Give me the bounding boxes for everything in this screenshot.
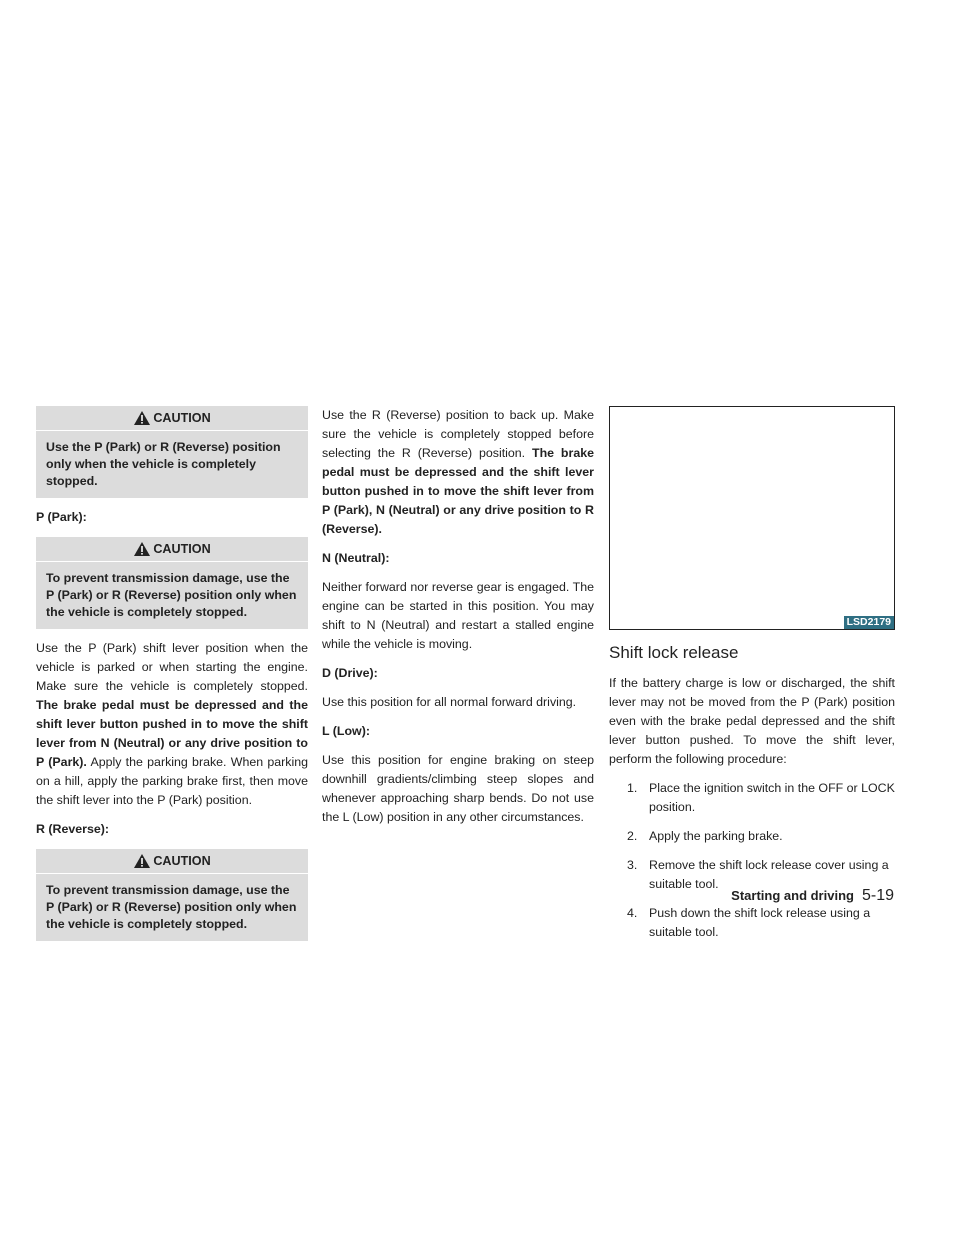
intro-paragraph: If the battery charge is low or discharged, the shift lever may not be moved from the P (Park) position even with the brake pedal depressed and the shift lever button pushed. To move the shift lever, perform the following procedure:: [609, 676, 895, 766]
reverse-text-plain: Use the R (Reverse) position to back up. Make sure the vehicle is completely stopped before selecting the R (Reverse) position.: [322, 408, 594, 460]
list-item: [609, 827, 895, 846]
section-title: Shift lock release: [609, 643, 739, 662]
step-number: 2.: [627, 829, 638, 843]
drive-heading: D (Drive):: [322, 666, 378, 680]
warning-icon: [133, 541, 151, 557]
park-text-tail: Apply the parking brake. When parking on a hill, apply the parking brake first, then move the shift lever into the P (Park) position.: [36, 755, 309, 807]
caution-box-2: [36, 537, 308, 629]
drive-paragraph: Use this position for all normal forward driving.: [322, 695, 577, 709]
footer-section-title: Starting and driving: [731, 888, 854, 903]
neutral-paragraph: Neither forward nor reverse gear is engaged. The engine can be started in this position. You may shift to N (Neutral) and restart a stalled engine while the vehicle is moving.: [322, 580, 594, 651]
neutral-heading: N (Neutral):: [322, 551, 390, 565]
procedure-list: [609, 779, 895, 942]
middle-column: [322, 406, 594, 837]
caution-text: To prevent transmission damage, use the P (Park) or R (Reverse) position only when the vehicle is completely stopped.: [46, 571, 297, 619]
step-text: Remove the shift lock release cover using a suitable tool.: [649, 858, 889, 891]
caution-header: [36, 537, 308, 562]
low-paragraph: Use this position for engine braking on steep downhill gradients/climbing steep slopes and whenever approaching sharp bends. Do not use the L (Low) position in any other circumstances.: [322, 753, 594, 824]
caution-box-1: [36, 406, 308, 498]
right-column: [609, 406, 895, 952]
step-text: Place the ignition switch in the OFF or LOCK position.: [649, 781, 895, 814]
reverse-text-bold: The brake pedal must be depressed and the shift lever button pushed in to move the shift lever from P (Park), N (Neutral) or any drive position to R (Reverse).: [322, 446, 595, 536]
step-number: 4.: [627, 906, 638, 920]
park-text-plain: Use the P (Park) shift lever position when the vehicle is parked or when starting the engine. Make sure the vehicle is completely stopped.: [36, 641, 308, 693]
caution-box-3: [36, 849, 308, 941]
caution-title: CAUTION: [153, 410, 211, 425]
caution-header: [36, 849, 308, 874]
list-item: [609, 904, 895, 942]
warning-icon: [133, 410, 151, 426]
reverse-paragraph: [322, 406, 594, 539]
caution-title: CAUTION: [153, 541, 211, 556]
reverse-heading: R (Reverse):: [36, 822, 109, 836]
left-column: [36, 406, 308, 951]
figure-id-label: LSD2179: [844, 616, 894, 629]
caution-text: To prevent transmission damage, use the P (Park) or R (Reverse) position only when the vehicle is completely stopped.: [46, 883, 297, 931]
page-footer: [731, 886, 894, 905]
caution-text: Use the P (Park) or R (Reverse) position only when the vehicle is completely stopped.: [46, 440, 281, 488]
step-number: 1.: [627, 781, 638, 795]
figure-frame: [609, 406, 895, 630]
page-number: 5-19: [861, 887, 894, 904]
caution-header: [36, 406, 308, 431]
step-text: Apply the parking brake.: [649, 829, 783, 843]
step-text: Push down the shift lock release using a suitable tool.: [649, 906, 871, 939]
list-item: [609, 779, 895, 817]
low-heading: L (Low):: [322, 724, 370, 738]
park-paragraph: [36, 639, 308, 810]
step-number: 3.: [627, 858, 638, 872]
park-heading: P (Park):: [36, 510, 87, 524]
park-text-bold: The brake pedal must be depressed and the shift lever button pushed in to move the shift lever from N (Neutral) or any drive position to P (Park).: [36, 698, 308, 769]
caution-title: CAUTION: [153, 853, 211, 868]
warning-icon: [133, 853, 151, 869]
